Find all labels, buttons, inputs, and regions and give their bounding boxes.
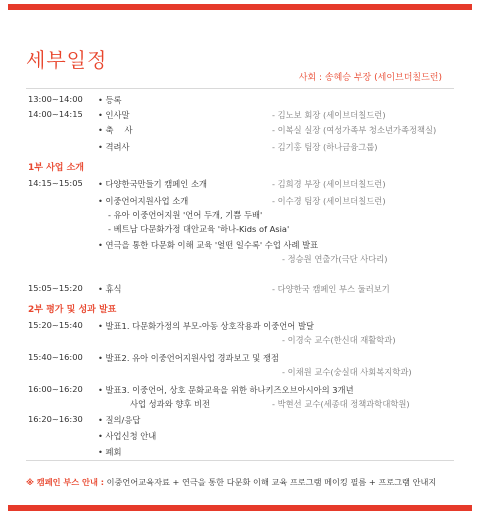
booth-notice	[26, 477, 436, 488]
speaker-congratulation: - 이복실 실장 (여성가족부 청소년가족정책실)	[272, 125, 437, 135]
speaker-bilingual-intro: - 이수경 팀장 (세이브더칠드런)	[272, 196, 386, 206]
item-theatre-case: • 연극을 통한 다문화 이해 교육 '얼떤 일수록' 수업 사례 발표	[98, 240, 319, 250]
time-qna: 16:20~16:30	[28, 414, 83, 424]
item-congratulation: • 축 사	[98, 125, 133, 135]
time-presentation2: 15:40~16:00	[28, 352, 83, 362]
time-section1: 14:15~15:05	[28, 178, 83, 188]
time-presentation3: 16:00~16:20	[28, 384, 83, 394]
item-encouragement: • 격려사	[98, 142, 130, 152]
booth-notice-text: 이중언어교육자료 + 연극을 통한 다문화 이해 교육 프로그램 메이킹 필름 + 프로그램 안내지	[106, 477, 437, 487]
item-bilingual-intro: • 이중언어지원사업 소개	[98, 196, 189, 206]
section2-heading: 2부 평가 및 성과 발표	[28, 305, 117, 315]
booth-notice-label: ※ 캠페인 부스 안내 :	[26, 477, 104, 487]
item-greeting: • 인사말	[98, 110, 130, 120]
speaker-presentation3: - 박현선 교수(세종대 정책과학대학원)	[272, 399, 410, 409]
page-title: 세부일정	[26, 48, 108, 72]
item-presentation3-cont: 사업 성과와 향후 비전	[130, 399, 211, 409]
item-application-guide: • 사업신청 안내	[98, 431, 157, 441]
item-closing: • 폐회	[98, 447, 122, 457]
footer-divider	[26, 460, 454, 461]
speaker-theatre-case: - 정승원 연출가(극단 사다리)	[282, 254, 388, 264]
subitem-bilingual-infant: - 유아 이중언어지원 '언어 두개, 기쁨 두배'	[108, 210, 263, 220]
speaker-greeting: - 김노보 회장 (세이브더칠드런)	[272, 110, 386, 120]
item-registration: • 등록	[98, 95, 122, 105]
time-greetings: 14:00~14:15	[28, 109, 83, 119]
speaker-campaign-intro: - 김희경 부장 (세이브더칠드런)	[272, 179, 386, 189]
moderator-label: 사회 : 송혜승 부장 (세이브더칠드런)	[298, 73, 442, 83]
speaker-encouragement: - 김기홍 팀장 (하나금융그룹)	[272, 142, 378, 152]
item-presentation3: • 발표3. 이중언어, 상호 문화교육을 위한 하나키즈오브아시아의 3개년	[98, 385, 354, 395]
bottom-accent-bar	[8, 505, 472, 511]
time-break: 15:05~15:20	[28, 283, 83, 293]
item-presentation1: • 발표1. 다문화가정의 부모-아동 상호작용과 이중언어 발달	[98, 321, 314, 331]
item-campaign-intro: • 다양한국만들기 캠페인 소개	[98, 179, 207, 189]
note-break: - 다양한국 캠페인 부스 둘러보기	[272, 284, 390, 294]
header-divider	[26, 88, 454, 89]
time-presentation1: 15:20~15:40	[28, 320, 83, 330]
item-qna: • 질의/응답	[98, 415, 141, 425]
time-registration: 13:00~14:00	[28, 94, 83, 104]
item-break: • 휴식	[98, 284, 122, 294]
speaker-presentation1: - 이경숙 교수(한신대 재활학과)	[282, 335, 396, 345]
subitem-vietnam-education: - 베트남 다문화가정 대안교육 '하나-Kids of Asia'	[108, 224, 290, 234]
item-presentation2: • 발표2. 유아 이중언어지원사업 경과보고 및 쟁점	[98, 353, 279, 363]
speaker-presentation2: - 이채원 교수(숭실대 사회복지학과)	[282, 367, 412, 377]
section1-heading: 1부 사업 소개	[28, 163, 84, 173]
top-accent-bar	[8, 4, 472, 10]
